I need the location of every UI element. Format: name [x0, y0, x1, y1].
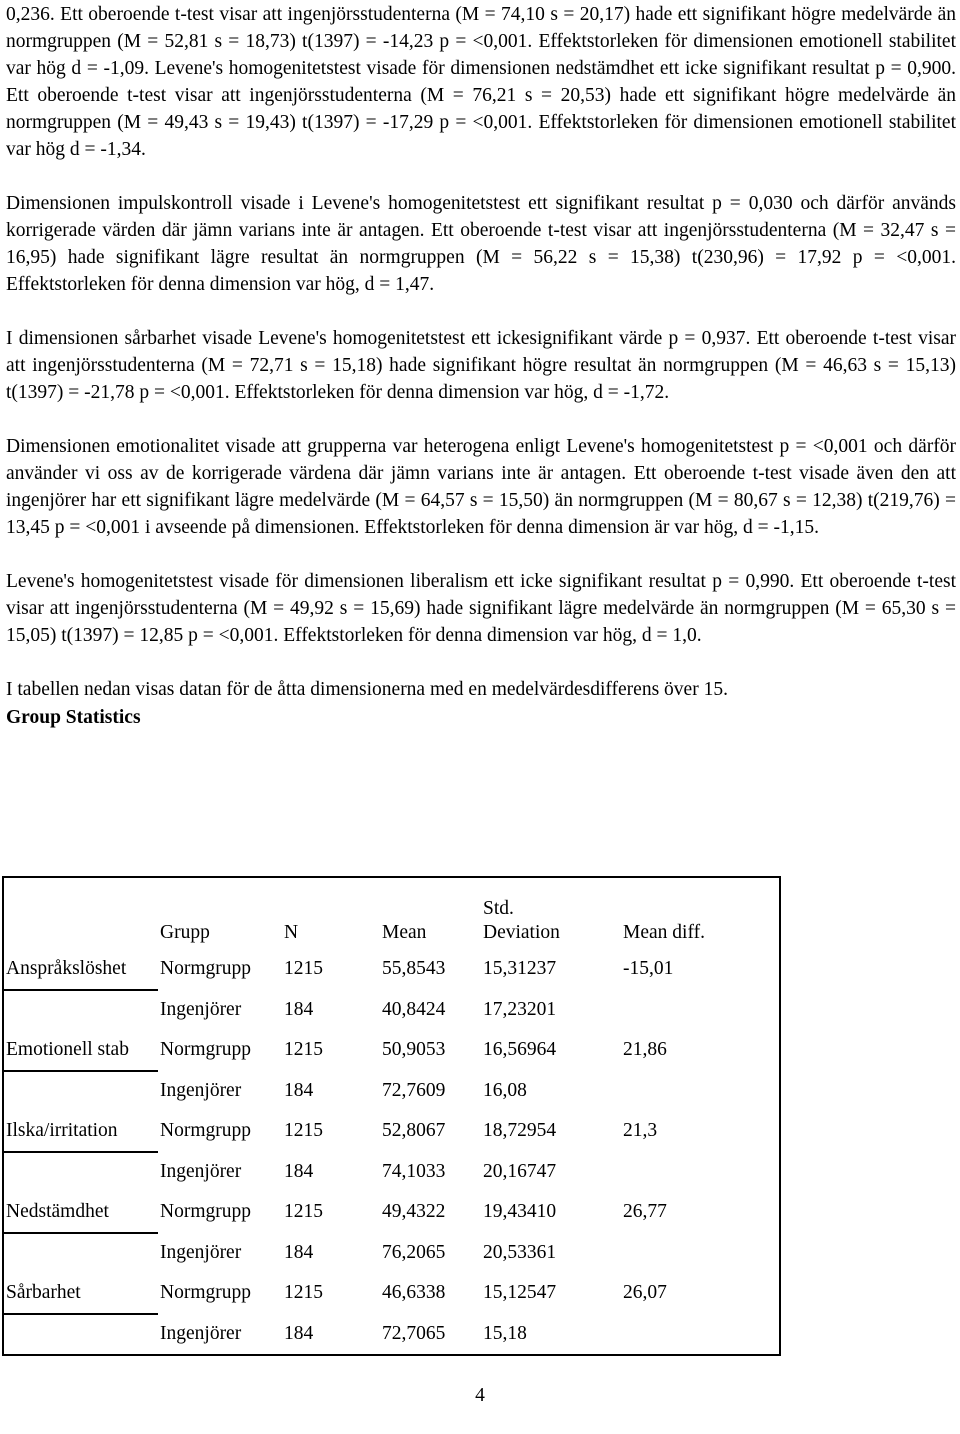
- table-row: [3, 1273, 780, 1314]
- n-cell: 184: [284, 1079, 314, 1101]
- paragraph-sarbarhet: I dimensionen sårbarhet visade Levene's homogenitetstest ett ickesignifikant värde p = 0,937. Ett oberoende t-test visar att ingenjörsstudenterna (M = 72,71 s = 15,18) hade signifikant högre resultat än normgruppen (M = 46,63 s = 15,13) t(1397) = -21,78 p = <0,001. Effektstorleken för denna dimension var hög, d = -1,72.: [6, 328, 956, 403]
- paragraph-emotionalitet: Dimensionen emotionalitet visade att grupperna var heterogena enligt Levene's homogenitetstest p = <0,001 och därför använder vi oss av de korrigerade värdena där jämn varians inte är antagen. Ett oberoende t-test visade även den att ingenjörer har ett signifikant lägre medelvärde (M = 64,57 s = 15,50) än normgruppen (M = 80,67 s = 12,38) t(219,76) = 13,45 p = <0,001 i avseende på dimensionen. Effektstorleken för denna dimension är var hög, d = -1,15.: [6, 436, 956, 538]
- table-row: [3, 990, 780, 1031]
- paragraph-liberalism: Levene's homogenitetstest visade för dimensionen liberalism ett icke signifikant resultat p = 0,990. Ett oberoende t-test visar att ingenjörsstudenterna (M = 49,92 s = 15,69) hade signifikant lägre medelvärde än normgruppen (M = 65,30 s = 15,05) t(1397) = 12,85 p = <0,001. Effektstorleken för denna dimension var hög, d = 1,0.: [6, 571, 956, 646]
- paragraph-impulskontroll: Dimensionen impulskontroll visade i Levene's homogenitetstest ett signifikant resultat p = 0,030 och därför används korrigerade värden där jämn varians inte är antagen. Ett oberoende t-test visar att ingenjörsstudenterna (M = 32,47 s = 16,95) hade signifikant lägre resultat än normgruppen (M = 56,22 s = 15,38) t(230,96) = 17,92 p = <0,001. Effektstorleken för denna dimension var hög, d = 1,47.: [6, 193, 956, 295]
- header-dimension: [3, 877, 158, 949]
- mean-diff-cell: [621, 1071, 780, 1112]
- table-row: [3, 1030, 780, 1071]
- group-cell: Normgrupp: [160, 1039, 251, 1061]
- table-row: [3, 1192, 780, 1233]
- dimension-cell: [3, 1071, 158, 1112]
- paragraph-table-intro: I tabellen nedan visas datan för de åtta dimensionerna med en medelvärdesdifferens över 15.: [6, 679, 728, 700]
- table-row: [3, 1071, 780, 1112]
- dimension-cell: [3, 1314, 158, 1356]
- std-cell: 20,53361: [483, 1241, 557, 1263]
- dimension-cell: Anspråkslöshet: [3, 949, 158, 990]
- mean-cell: 72,7609: [382, 1079, 446, 1101]
- document-page: [6, 0, 956, 731]
- n-cell: 184: [284, 998, 314, 1020]
- mean-cell: 46,6338: [382, 1282, 446, 1304]
- mean-diff-cell: 26,07: [623, 1282, 667, 1304]
- paragraph-emotionell-stabilitet: 0,236. Ett oberoende t-test visar att ingenjörsstudenterna (M = 74,10 s = 20,17) hade ett signifikant högre medelvärde än normgruppen (M = 52,81 s = 18,73) t(1397) = -14,23 p = <0,001. Effektstorleken för dimensionen emotionell stabilitet var hög d = -1,09. Levene's homogenitetstest visade för dimensionen nedstämdhet ett icke signifikant resultat p = 0,900. Ett oberoende t-test visar att ingenjörsstudenterna (M = 76,21 s = 20,53) hade ett signifikant högre medelvärde än normgruppen (M = 49,43 s = 19,43) t(1397) = -17,29 p = <0,001. Effektstorleken för dimensionen emotionell stabilitet var hög d = -1,34.: [6, 4, 956, 160]
- n-cell: 184: [284, 1160, 314, 1182]
- table-row: [3, 1233, 780, 1274]
- header-n: N: [284, 922, 299, 943]
- dimension-cell: Emotionell stab: [3, 1030, 158, 1071]
- group-cell: Ingenjörer: [160, 1160, 242, 1182]
- mean-diff-cell: [621, 1314, 780, 1356]
- std-cell: 15,31237: [483, 958, 557, 980]
- table-header-row: [3, 877, 780, 949]
- std-cell: 18,72954: [483, 1120, 557, 1142]
- mean-cell: 40,8424: [382, 998, 446, 1020]
- dimension-cell: Nedstämdhet: [3, 1192, 158, 1233]
- mean-cell: 50,9053: [382, 1039, 446, 1061]
- header-mean: Mean: [382, 922, 427, 943]
- std-cell: 19,43410: [483, 1201, 557, 1223]
- group-cell: Ingenjörer: [160, 1079, 242, 1101]
- table-row: [3, 1111, 780, 1152]
- mean-diff-cell: [621, 1233, 780, 1274]
- std-cell: 16,08: [483, 1079, 527, 1101]
- mean-cell: 49,4322: [382, 1201, 446, 1223]
- std-cell: 17,23201: [483, 998, 557, 1020]
- group-cell: Ingenjörer: [160, 1322, 242, 1344]
- mean-diff-cell: [621, 990, 780, 1031]
- table-row: [3, 1314, 780, 1356]
- n-cell: 184: [284, 1241, 314, 1263]
- mean-diff-cell: 21,86: [623, 1039, 667, 1061]
- group-cell: Normgrupp: [160, 1120, 251, 1142]
- mean-diff-cell: -15,01: [623, 958, 674, 980]
- n-cell: 184: [284, 1322, 314, 1344]
- dimension-cell: [3, 1233, 158, 1274]
- table-row: [3, 949, 780, 990]
- std-cell: 16,56964: [483, 1039, 557, 1061]
- mean-cell: 52,8067: [382, 1120, 446, 1142]
- header-std-line2: Deviation: [483, 922, 560, 943]
- mean-diff-cell: 21,3: [623, 1120, 658, 1142]
- dimension-cell: Sårbarhet: [3, 1273, 158, 1314]
- header-mean-diff: Mean diff.: [623, 922, 705, 943]
- table-row: [3, 1152, 780, 1193]
- header-std-deviation: [481, 877, 621, 949]
- dimension-cell: [3, 990, 158, 1031]
- mean-cell: 74,1033: [382, 1160, 446, 1182]
- dimension-cell: [3, 1152, 158, 1193]
- dimension-cell: Ilska/irritation: [3, 1111, 158, 1152]
- table-title: Group Statistics: [6, 707, 141, 728]
- n-cell: 1215: [284, 958, 323, 980]
- group-statistics-table: [2, 876, 781, 1356]
- std-cell: 15,12547: [483, 1282, 557, 1304]
- mean-cell: 55,8543: [382, 958, 446, 980]
- n-cell: 1215: [284, 1039, 323, 1061]
- group-cell: Normgrupp: [160, 1282, 251, 1304]
- group-cell: Ingenjörer: [160, 998, 242, 1020]
- n-cell: 1215: [284, 1201, 323, 1223]
- group-cell: Normgrupp: [160, 958, 251, 980]
- std-cell: 20,16747: [483, 1160, 557, 1182]
- mean-diff-cell: [621, 1152, 780, 1193]
- group-cell: Normgrupp: [160, 1201, 251, 1223]
- header-std-line1: Std.: [483, 898, 514, 919]
- group-cell: Ingenjörer: [160, 1241, 242, 1263]
- mean-diff-cell: 26,77: [623, 1201, 667, 1223]
- std-cell: 15,18: [483, 1322, 527, 1344]
- header-grupp: Grupp: [160, 922, 210, 943]
- n-cell: 1215: [284, 1282, 323, 1304]
- n-cell: 1215: [284, 1120, 323, 1142]
- mean-cell: 72,7065: [382, 1322, 446, 1344]
- mean-cell: 76,2065: [382, 1241, 446, 1263]
- page-number: 4: [475, 1385, 485, 1406]
